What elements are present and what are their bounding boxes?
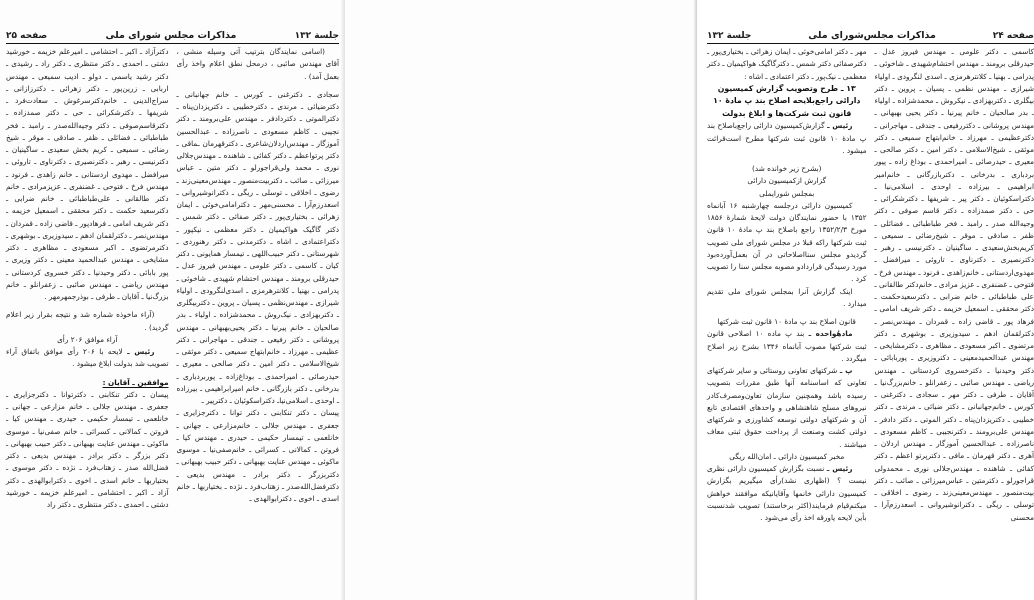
speaker-label: رئیس ـ — [127, 347, 155, 356]
article-label: مادهٔواحده ـ — [808, 329, 853, 339]
clause-label: پ ـ — [839, 366, 853, 375]
voter-names-list-end: مهر ـ دکتر امامی‌خوئی ـ ایمان زهرائی ـ بختیاری‌پور ـ دکترصفائی دکتر شمس ـ دکترگاگیک هواکیمیان ـ دکتر معظمی ـ نیک‌پور ـ دکتر اعتمادی ـ اشاه : — [707, 47, 867, 81]
speaker-text: نسبت بگزارش کمیسیون دارائی نظری نیست ؟ (اظهاری نشد)رأی میگیریم بگزارش کمیسیون دارائی خانمها وآقایانیکه موافقند خواهش میکنم‌قیام فرمایند(اکثر برخاستند) تصویب شد‌نسبت بأین لایحه یاورقه اخذ رأی می‌شود . — [707, 464, 867, 522]
column-left — [707, 46, 867, 566]
voter-names-list: کاسمی ـ دکتر علومی ـ مهندس فیروز عدل ـ حیدرقلی برومند ـ مهندس احتشام‌شهیدی ـ شاخوئی ـ پدرامی ـ بهنیا ـ کلانترهرمزی ـ اسدی لنگرودی ـ اولیاء شیرازی ـ مهندس نظمی ـ پسیان ـ پروین ـ دکتر بیگلری ـ دکتربهزادی ـ نیکروش ـ محمدشزاده ـ اولیاء ـ بدر صالحیان ـ خانم پیرنیا ـ دکتر یحیی بهبهانی ـ مهندس پروشانی ـ دکتررفیعی ـ جندقی ـ مهاجرانی ـ دکترعظیمی ـ مهرزاد ـ خانم‌ابتهاج سمیعی ـ دکتر موثقی ـ شیخ‌الاسلامی ـ دکتر امین ـ دکتر صالحی ـ معیری ـ حیدرصائی ـ امیراحمدی ـ بوداغ زاده ـ پیور بردباری ـ بدرخانی ـ دکتربازرگانی ـ خانم‌امیر ابراهیمی ـ بیرزاده ـ اوحدی ـ اسلامی‌نیا ـ دکتراسکوئیان ـ دکتر پیر ـ شریفها ـ دکترشکرائی ـ حی ـ دکتر صمدزاده ـ دکتر قاسم صوفی ـ دکتر وجیه‌الله صدر ـ رامبد ـ فخر طباطبائی ـ فضائلی ـ ظفر ـ صادقی ـ موقر ـ شیخ‌رضائی ـ سمیعی ـ کریم‌بخش‌سعیدی ـ ساگینیان ـ دکترنیسی ـ رهبر ـ دکترنصیری ـ دکترناوی ـ تاروئی ـ میرافضل ـ مهدوی‌اردستانی ـ خانم‌زاهدی ـ فرنود ـ مهندس فرخ ـ فتوحی ـ غضنفری ـ عزیز مرادی ـ خانم‌دکتر طالقانی ـ علی طباطبائی ـ خانم ضرابی ـ دکترسعیدحکمت ـ دکتر محققی ـ اسمعیل خزیمه ـ دکتر شریف امامی ـ فرهاد پور ـ قاضی زاده ـ قمردان ـ مهندس‌نصر ـ دکترلقمان ادهم ـ سیدوزیری ـ بوشهری ـ دکتر مرتضوی ـ اکبر مسعودی ـ مظاهری ـ دکترمشایخی ـ مهندس عبدالحمیدمعینی ـ دکتروزیری ـ پوربابائی ـ دکتر وحیدنیا ـ دکترخسروی کردستانی ـ مهندس ریاضی ـ مهندس صائبی ـ زعفرانلو ـ خانم‌بزرگ‌نیا ـ آقایان ـ طرفی ـ دکتر مهر ـ سجادی ـ دکترغنی ـ کورس ـ خانم‌جهانبانی ـ دکتر ضیائی ـ مرندی ـ دکتر خطیبی ـ دکتریزدان‌پناه ـ دکتر الموتی ـ دکتر دادفر ـ مهندس علی‌برومند ـ دکترنجیبی ـ کاظم مسعودی ـ ناصرزاده ـ عبدالحسین آموزگار ـ مهندس اردلان ـ آهری ـ دکتر قهرمان ـ مافی ـ دکترپرتو اعظم ـ دکتر کفائی ـ شاهنده ـ مهندس‌جلالی نوری ـ محمدولی قراجورلو ـ دکترمتین ـ عباس‌میرزائی ـ صائب ـ دکتر بیت‌منصور ـ مهندس‌معینی‌زند ـ رضوی ـ اخلاقی ـ توسلی ـ ریگی ـ دکترانوشیروانی ـ اسعدرزم‌آرا ـ محسنی — [874, 47, 1034, 522]
session-label: جلسة ۱۳۲ — [294, 31, 339, 41]
rapporteur-signature: مخبر کمیسیون دارائی ـ امان‌الله ریگی — [729, 451, 845, 461]
clause-text: شرکتهای تعاونی روستائی و سایر شرکتهای تعاونی که اساسنامه آنها طبق مقررات بتصویب رسیده باشد وهمچنین سازمان تعاون‌ومصرف‌کادر نیروهای مسلح شاهنشاهی و واحدهای اقتصادی تابع آن و شرکتهای دولتی توسعه کشاورزی و شرکتهای دولتی کشت وصنعت از پرداخت حقوق ثبتی معاف میباشند . — [707, 366, 867, 449]
report-title: گزارش ازکمیسیون دارائی — [747, 176, 827, 186]
column-right — [875, 46, 1034, 566]
page-columns — [6, 46, 339, 566]
article-text: بند پ ماده ۱۰ اصلاحی قانون ثبت شرکتها مصوب آبانماه ۱۳۴۶ بشرح زیر اصلاح میگردد . — [707, 329, 867, 363]
law-title: قانون اصلاح بند پ مادهٔ ۱۰ قانون ثبت شرکتها — [717, 317, 856, 326]
reading-note: (بشرح زیر خوانده شد) — [752, 164, 822, 173]
page-title: مذاکرات مجلس‌شورای ملی — [808, 30, 936, 41]
page-25 — [0, 0, 345, 600]
report-closing: اینک گزارش آنرا بمجلس شورای ملی تقدیم میدارد . — [707, 286, 867, 308]
page-24 — [345, 0, 1034, 600]
agenda-item-heading: ۱۳ ـ طرح وتصویب گزارش کمیسیون دارائی راجع‌بلایحه اصلاح بند پ مادهٔ ۱۰ قانون ثبت شرکت‌ها و ابلاغ بدولت — [713, 83, 861, 118]
page-header — [6, 27, 339, 44]
speaker-text: گزارش‌کمیسیون دارائی راجع‌باصلاح بند پ مادهٔ ۱۰ قانون ثبت شرکتها مطرح است‌قرائت میشود . — [707, 121, 867, 155]
clause-p — [707, 365, 867, 451]
chair-statement — [707, 463, 867, 524]
single-article — [707, 328, 867, 365]
column-left — [6, 46, 169, 566]
page-header — [707, 27, 1034, 44]
report-body: کمیسیون دارائی درجلسه چهارشنبه ۱۶ آبانماه ۱۳۵۲ با حضور نمایندگان دولت لایحهٔ شمارهٔ ۱۸۵۶ مورخ ۱۳۵۲/۲/۳ راجع باصلاح بند پ مادهٔ ۱۰ قانون ثبت شرکتها راکه قبلا در مجلس شورای ملی تصویب گردیدو مجلس سنااصلاحاتی در آن بعمل‌آورده‌بود مورد رسیدگی قرارداد‌و مصوبه مجلس سنا را تصویب کرد . — [707, 200, 867, 284]
page-columns — [707, 46, 1034, 566]
vote-announcement-note: (آراء ماخوذه شماره شد و نتیجه بقرار زیر اعلام گردید) . — [6, 310, 169, 332]
vote-result: آراء موافق ۲۰۶ رأی — [57, 334, 118, 344]
session-label: جلسة ۱۳۲ — [707, 31, 752, 41]
speaker-label: رئیس ـ — [827, 121, 853, 131]
voter-names-list: دکترآزاد ـ اکبر ـ احتشامی ـ امیرعلم خزیمه ـ خورشید دشتی ـ احمدی ـ دکتر منتظری ـ دکتر راد ـ رشیدی ـ دکتر رشید یاسمی ـ دولو ـ ادیب سمیعی ـ مهندس اربابی ـ زرین‌پور ـ دکتر زهرائی ـ دکترزازانی ـ سراج‌الدینی ـ خانم‌دکترسرغوش ـ سعادت‌فرد ـ شریفها ـ دکترشکرائی ـ حی ـ دکتر صمدزاده ـ دکترقاسم‌صوفی ـ دکتر وجیه‌الله‌صدر ـ رامبد ـ فخر طباطبائی ـ فضائلی ـ ظفر ـ صادقی ـ موقر ـ شیخ رضائی ـ سمیعی ـ کریم بخش سعیدی ـ ساگینیان ـ دکترنیسی ـ رهبر ـ دکترنصیری ـ دکترناوی ـ تاروئی ـ میرافضل ـ مهدوی اردستانی ـ خانم زاهدی ـ فرنود ـ مهندس فرخ ـ فتوحی ـ غضنفری ـ عزیزمرادی ـ خانم دکتر طالقانی ـ علی‌طباطبائی ـ خانم ضرابی ـ دکترسعید حکمت ـ دکتر محققی ـ اسمعیل خزیمه ـ دکتر شریف امامی ـ فرهادپور ـ قاضی زاده ـ قمردان ـ مهندس‌نصر ـ دکترلقمان ادهم ـ سیدوزیری ـ بوشهری ـ دکترمرتضوی ـ اکبر مسعودی ـ مظاهری ـ دکتر مشایخی ـ مهندس عبدالحمید معینی ـ دکتر وزیری ـ پور بابائی ـ دکتر وحیدنیا ـ دکتر خسروی کردستانی ـ مهندس ریاضی ـ مهندس صائبی ـ زعفرانلو ـ خانم بزرگ‌نیا ـ آقایان ـ طرفی ـ بوذرجمهرمهر . — [6, 47, 169, 301]
chair-statement — [6, 346, 169, 371]
chair-statement — [707, 120, 867, 157]
page-number: صفحه ۲۵ — [6, 31, 48, 41]
page-edge-shadow — [693, 0, 697, 600]
speaker-text: لایحه با ۲۰۶ رأی موافق باتفاق آراء تصویب شد بدولت ابلاغ میشود . — [6, 347, 169, 369]
voter-names-list: سجادی ـ دکترغنی ـ کورس ـ خانم جهانبانی ـ دکترضیائی ـ مرندی ـ دکترخطیبی ـ دکتریزدان‌پناه ـ دکترالموتی ـ دکتردادفر ـ مهندس علی‌برومند ـ دکتر نجیبی ـ کاظم مسعودی ـ ناصرزاده ـ عبدالحسین آموزگار ـ مهندس‌اردلان‌شاعری ـ دکترقهرمان ـماقی ـ دکتر پرتواعظم ـ دکتر کفائی ـ شاهنده ـ مهندس‌جلالی نوری ـ محمد ولی‌قراجورلو ـ دکتر متین ـ عباس میرزائی ـ صائب ـ دکتربیت‌منصور ـ مهندس‌معینی‌زند ـ رضوی ـ اخلاقی ـ توسلی ـ ریگی ـ دکترانوشیروانی ـ اسعدرزم‌آرا ـ محسنی‌مهر ـ دکترامامی‌خوئی ـ ایمان زهرائی ـ بختیاری‌پور ـ دکتر صفائی ـ دکتر شمس ـ دکتر گاگیک هواکیمیان ـ دکتر معظمی ـ نیکپور ـ دکتراعتمادی ـ اشاه ـ دکترمدنی ـ دکتر رهنوردی ـ شهرستانی ـ دکتر حبیب‌اللهی ـ تیمسار همایونی ـ دکتر کیان ـ کاسمی ـ دکتر علومی ـ مهندس فیروز عدل ـ حیدرقلی برومند ـ مهندس احتشام شهیدی ـ شاخوئی ـ پدرامی ـ بهنیا ـ کلانترهرمزی ـ اسدی‌لنگرودی ـ اولیاء شیرازی ـ مهندس‌نظمی ـ پسیان ـ پروین ـ دکتربیگلری ـ دکتربهزادی ـ نیک‌روش ـ محمدشزاده ـ اولیاء ـ بدر صالحیان ـ خانم پیرنیا ـ دکتر یحیی‌بهبهانی ـ مهندس پروشانی ـ دکتر رفیعی ـ جندقی ـ مهاجرانی ـ دکتر عظیمی ـ مهرزاد ـ خانم‌ابتهاج سمیعی ـ دکتر موثقی ـ شیخ‌الاسلامی ـ دکتر امین ـ دکتر صالحی ـ معیری ـ حیدرصائی ـ امیراحمدی ـ بوداغ‌زاده ـ پوربردباری ـ بدرخانی ـ دکتر بازرگانی ـ خانم امیرابراهیمی ـ بیرزاده ـ اوحدی ـ اسلامی‌نیاـ دکتراسکوئیان ـ دکترپیر ـ — [176, 89, 339, 405]
report-recipient: بمجلس شورایملی — [759, 188, 815, 198]
voting-procedure-note: (اسامی نمایندگان بترتیب آتی وسیله منشی ، آقای مهندس صائبی ، درمحل نطق اعلام واخذ رأی بعمل آمد) . — [176, 47, 339, 81]
supporters-heading: موافقین ـ آقایان : — [102, 377, 169, 387]
supporters-list: پیسان ـ دکتر تنکابنی ـ دکترتوانا ـ دکترجزایری ـ جعفری ـ مهندس جلالی ـ خانم مزارعی ـ جهانی ـ خانلعمی ـ تیمسار حکیمی ـ حیدری ـ مهندس کیا ـ فروتن ـ کمالانی ـ کسرائی ـ خانم صفی‌نیا ـ موسوی ماکوئی ـ مهندس عنایت بهبهانی ـ دکتر حبیب بهبهانی ـ دکتر بزرگر ـ دکتر برادر ـ مهندس بدیعی ـ دکتر فضل‌الله صدر ـ زهتاب‌فرد ـ نژده ـ دکتر موسوی ـ بختیاربها ـ خانم اسدی ـ اخوی ـ دکترابوالهدی ـ دکتر آزاد ـ اکبر ـ احتشامی ـ امیرعلم خزیمه ـ خورشید دشتی ـ احمدی ـ دکتر منتظری ـ دکتر راد — [6, 389, 169, 509]
page-title: مذاکرات مجلس شورای ملی — [105, 30, 237, 41]
column-right — [177, 46, 340, 566]
page-number: صفحه ۲۴ — [992, 31, 1034, 41]
speaker-label: رئیس ـ — [826, 464, 853, 473]
voter-names-list-continued: پیسان ـ دکتر تنکابنی ـ دکتر توانا ـ دکترجزایری ـ جعفری ـ مهندس جلالی ـ خانم‌مزارعی ـ جهانی ـ خانلعمی ـ تیمسار حکیمی ـ حیدری ـ مهندس کیا ـ فروتن ـ کمالانی ـ کسرائی ـ خانم‌صفی‌نیا ـ موسوی ماکوئی ـ مهندس عنایت بهبهانی ـ دکتر حبیب بهبهانی ـ دکتربزرگر ـ دکتر برادر ـ مهندس بدیعی ـ دکترفضل‌الله‌صدر ـ زهتاب‌فرد ـ نژده ـ بختیاربها ـ خانم اسدی ـ اخوی ـ دکترابوالهدی ـ — [176, 408, 339, 503]
